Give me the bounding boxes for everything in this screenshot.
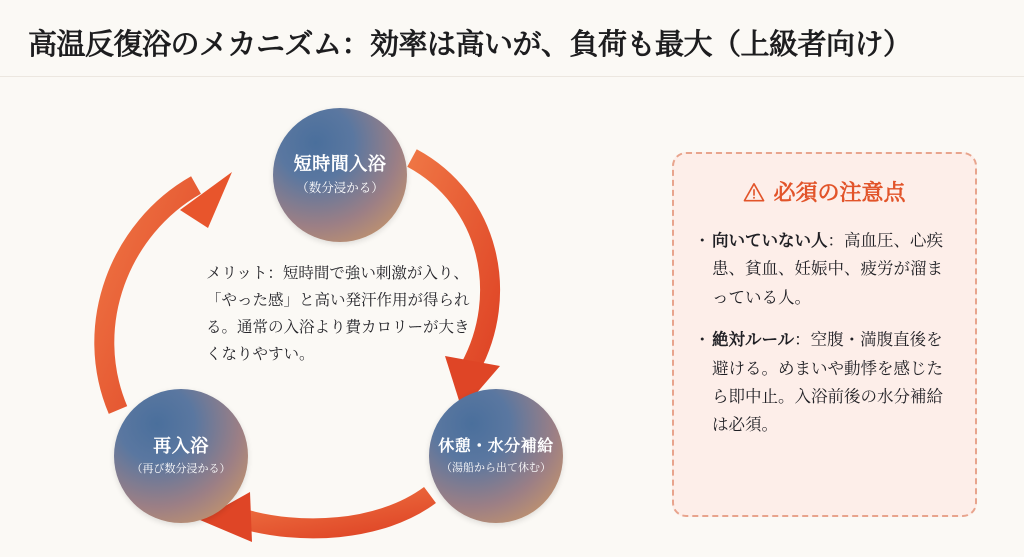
caution-heading bbox=[696, 176, 953, 207]
caution-item-lead: 向いていない人 bbox=[712, 232, 828, 250]
caution-box bbox=[672, 152, 977, 517]
caution-item-text: ：高血圧、心疾患、貧血、妊娠中、疲労が溜まっている人。 bbox=[712, 232, 943, 307]
cycle-node-short-bath[interactable] bbox=[273, 108, 407, 242]
cycle-node-title: 短時間入浴 bbox=[293, 153, 387, 174]
caution-item-lead: 絶対ルール bbox=[712, 331, 795, 350]
cycle-node-rebath[interactable] bbox=[114, 389, 248, 523]
arrow-right-to-left bbox=[200, 492, 430, 542]
page-title: 高温反復浴のメカニズム：効率は高いが、負荷も最大（上級者向け） bbox=[28, 29, 912, 61]
list-item bbox=[696, 326, 953, 440]
caution-item-text: ：空腹・満腹直後を避ける。めまいや動悸を感じたら即中止。入浴前後の水分補給は必須。 bbox=[712, 331, 943, 435]
list-item bbox=[696, 227, 953, 312]
caution-list bbox=[696, 227, 953, 440]
title-divider bbox=[0, 76, 1024, 77]
cycle-node-rest-hydration[interactable] bbox=[429, 389, 563, 523]
cycle-node-subtitle: （数分浸かる） bbox=[296, 181, 384, 196]
caution-heading-label: 必須の注意点 bbox=[773, 180, 906, 205]
cycle-node-title: 再入浴 bbox=[153, 435, 209, 456]
merit-text: メリット：短時間で強い刺激が入り、「やった感」と高い発汗作用が得られる。通常の入浴より費カロリーが大きくなりやすい。 bbox=[206, 265, 470, 364]
cycle-node-title: 休憩・水分補給 bbox=[438, 437, 554, 455]
cycle-diagram bbox=[60, 80, 660, 550]
cycle-node-subtitle: （再び数分浸かる） bbox=[131, 463, 231, 476]
warning-triangle-icon bbox=[743, 182, 765, 202]
cycle-node-subtitle: （湯船から出て休む） bbox=[441, 462, 551, 474]
